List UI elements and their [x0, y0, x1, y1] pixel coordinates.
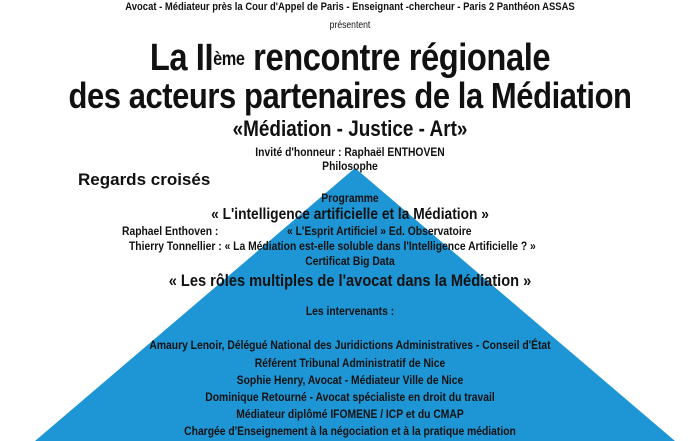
topic-lawyer-roles: « Les rôles multiples de l'avocat dans la Médiation »	[168, 271, 532, 290]
speaker2-line: Thierry Tonnellier : « La Médiation est-elle soluble dans l'Intelligence Artificielle ? »	[129, 239, 536, 253]
intervenant-item: Sophie Henry, Avocat - Médiateur Ville de Nice	[236, 373, 464, 387]
guest-role: Philosophe	[322, 159, 378, 173]
side-heading: Regards croisés	[78, 170, 211, 189]
intervenant-item: Chargée d'Enseignement à la négociation et à la pratique médiation	[184, 424, 516, 438]
intervenants-label: Les intervenants :	[305, 304, 395, 318]
topic-ai-mediation: « L'intelligence artificielle et la Médiation »	[211, 206, 489, 223]
programme-label: Programme	[321, 191, 379, 205]
subtitle: «Médiation - Justice - Art»	[232, 116, 468, 141]
page-title-line1	[49, 38, 651, 78]
intervenant-item: Médiateur diplômé IFOMENE / ICP et du CMAP	[236, 407, 464, 421]
title-prefix: La II	[149, 37, 214, 79]
page-title-line2: des acteurs partenaires de la Médiation	[68, 75, 632, 116]
certificat-line: Certificat Big Data	[305, 254, 395, 268]
title-superscript: ème	[213, 48, 245, 70]
author-line: Avocat - Médiateur près la Cour d'Appel de Paris - Enseignant -chercheur - Paris 2 Panthéon ASSAS	[125, 1, 575, 13]
intervenant-item: Amaury Lenoir, Délégué National des Juridictions Administratives - Conseil d'État	[149, 338, 551, 352]
guest-line: Invité d'honneur : Raphaël ENTHOVEN	[255, 145, 445, 159]
speaker1-name: Raphael Enthoven :	[122, 224, 219, 238]
speaker1-talk: « L'Esprit Artificiel » Ed. Observatoire	[287, 224, 472, 238]
intervenant-item: Dominique Retourné - Avocat spécialiste en droit du travail	[205, 390, 495, 404]
title-suffix: rencontre régionale	[244, 37, 551, 79]
presents-text: présentent	[329, 20, 371, 31]
intervenant-item: Référent Tribunal Administratif de Nice	[254, 356, 446, 370]
